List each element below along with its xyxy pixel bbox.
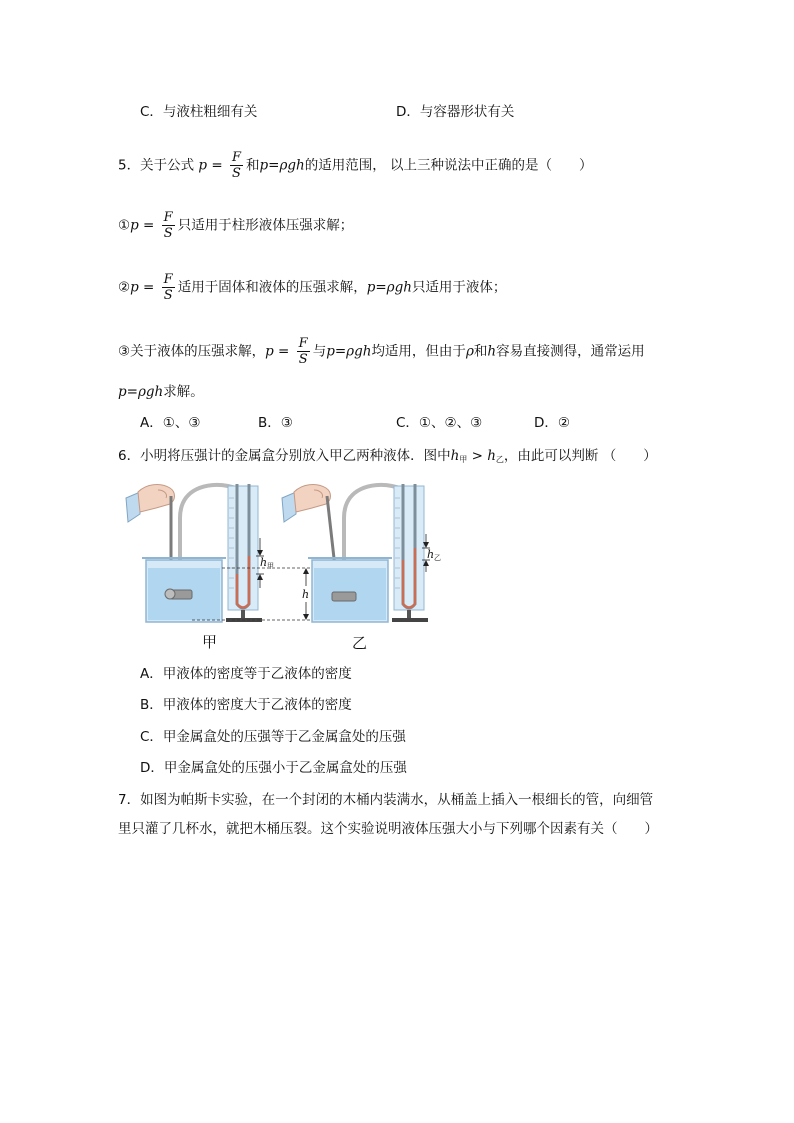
q5-s3-den-s: S bbox=[298, 352, 308, 367]
h-yi-label: h bbox=[427, 548, 435, 561]
apparatus-jia bbox=[126, 484, 274, 622]
q6-sub-jia: 甲 bbox=[459, 455, 468, 464]
q5-suffix: 的适用范围， 以上三种说法中正确的是（ ） bbox=[304, 157, 593, 174]
q6-figure-svg bbox=[118, 478, 458, 653]
q6-option-d: D．甲金属盒处的压强小于乙金属盒处的压强 bbox=[140, 760, 407, 776]
q5-s1-p: p bbox=[130, 217, 139, 234]
q5-s3-rho: ρ bbox=[465, 343, 474, 360]
q5-s2-text-b: 只适用于液体； bbox=[411, 279, 507, 296]
q5-fraction-den: S bbox=[232, 166, 241, 181]
hand-icon bbox=[126, 485, 175, 522]
q5-s2-fraction bbox=[162, 272, 175, 303]
q5-statement-1 bbox=[118, 210, 353, 241]
q5-s3-text-d: 求解。 bbox=[163, 384, 204, 400]
q5-statement-3-cont bbox=[118, 382, 204, 402]
figure-label-jia: 甲 bbox=[202, 633, 218, 651]
q5-s2-text-a: 适用于固体和液体的压强求解， bbox=[177, 279, 367, 296]
q5-s1-eq: = bbox=[138, 217, 159, 234]
q5-statement-2 bbox=[118, 272, 506, 303]
q5-s3-with: 与 bbox=[312, 343, 327, 360]
q5-s1-fraction bbox=[162, 210, 175, 241]
q6-h-yi: h bbox=[487, 448, 496, 464]
q5-s1-den-s: S bbox=[163, 226, 173, 241]
q6-h-jia: h bbox=[450, 448, 460, 464]
q5-s2-num-f: F bbox=[163, 272, 173, 287]
q5-fraction-num: F bbox=[231, 150, 241, 165]
q5-s2-rgh: p=ρgh bbox=[366, 279, 412, 296]
q5-s1-num-f: F bbox=[163, 210, 173, 225]
q5-s2-den-s: S bbox=[163, 288, 173, 303]
q5-formula-eq: = bbox=[207, 157, 227, 174]
q5-s3-h: h bbox=[487, 343, 497, 360]
q5-s3-num-f: F bbox=[298, 336, 308, 351]
q5-stem bbox=[118, 150, 593, 181]
q5-s2-num: ② bbox=[118, 279, 131, 296]
q6-figure bbox=[118, 478, 458, 653]
figure-label-yi: 乙 bbox=[352, 634, 368, 652]
q5-s2-p: p bbox=[130, 279, 139, 296]
h-jia-sub: 甲 bbox=[267, 562, 274, 570]
q5-s3-fraction bbox=[297, 336, 310, 367]
q5-s3-num: ③ bbox=[118, 343, 131, 360]
h-jia-label: h bbox=[260, 556, 268, 569]
q5-s3-rgh2: p=ρgh bbox=[118, 384, 164, 400]
q7-line-1: 7．如图为帕斯卡实验，在一个封闭的木桶内装满水，从桶盖上插入一根细长的管，向细管 bbox=[118, 792, 654, 808]
apparatus-yi bbox=[282, 484, 441, 622]
q5-statement-3 bbox=[118, 336, 645, 367]
q6-stem bbox=[118, 446, 657, 470]
q6-option-b: B．甲液体的密度大于乙液体的密度 bbox=[140, 697, 352, 713]
q5-s3-text-a: 关于液体的压强求解， bbox=[130, 343, 266, 360]
depth-h-label: h bbox=[302, 588, 310, 601]
hand-icon bbox=[282, 485, 331, 522]
q5-s3-eq: = bbox=[273, 343, 294, 360]
q6-gt: > bbox=[467, 448, 488, 464]
q5-s3-text-b: 均适用，但由于 bbox=[371, 343, 466, 360]
q5-s1-num: ① bbox=[118, 217, 131, 234]
q5-s3-text-c: 容易直接测得，通常运用 bbox=[496, 343, 645, 360]
q5-formula-p: p bbox=[198, 157, 208, 174]
q6-stem-a: 6．小明将压强计的金属盒分别放入甲乙两种液体．图中 bbox=[118, 448, 451, 464]
q5-s3-p: p bbox=[265, 343, 274, 360]
q6-option-a: A．甲液体的密度等于乙液体的密度 bbox=[140, 666, 352, 682]
q5-option-a: A．①、③ bbox=[140, 415, 201, 431]
q5-option-c: C．①、②、③ bbox=[396, 415, 483, 431]
q5-s2-eq: = bbox=[138, 279, 159, 296]
q5-and: 和 bbox=[245, 157, 260, 174]
q5-option-d: D．② bbox=[534, 415, 570, 431]
q5-s3-and: 和 bbox=[473, 343, 488, 360]
q5-rgh: p=ρgh bbox=[259, 157, 305, 174]
q5-fraction bbox=[230, 150, 243, 181]
q4-option-c: C．与液柱粗细有关 bbox=[140, 104, 258, 120]
q5-prefix: 5．关于公式 bbox=[118, 157, 195, 174]
h-yi-sub: 乙 bbox=[434, 554, 441, 562]
q6-option-c: C．甲金属盒处的压强等于乙金属盒处的压强 bbox=[140, 729, 406, 745]
q7-line-2: 里只灌了几杯水，就把木桶压裂。这个实验说明液体压强大小与下列哪个因素有关（ ） bbox=[118, 821, 658, 837]
q4-option-d: D．与容器形状有关 bbox=[396, 104, 515, 120]
q5-s1-text: 只适用于柱形液体压强求解； bbox=[177, 217, 354, 234]
q6-stem-b: ，由此可以判断 （ ） bbox=[503, 448, 657, 464]
q6-sub-yi: 乙 bbox=[495, 455, 504, 464]
q5-option-b: B．③ bbox=[258, 415, 293, 431]
q5-s3-rgh: p=ρgh bbox=[326, 343, 372, 360]
